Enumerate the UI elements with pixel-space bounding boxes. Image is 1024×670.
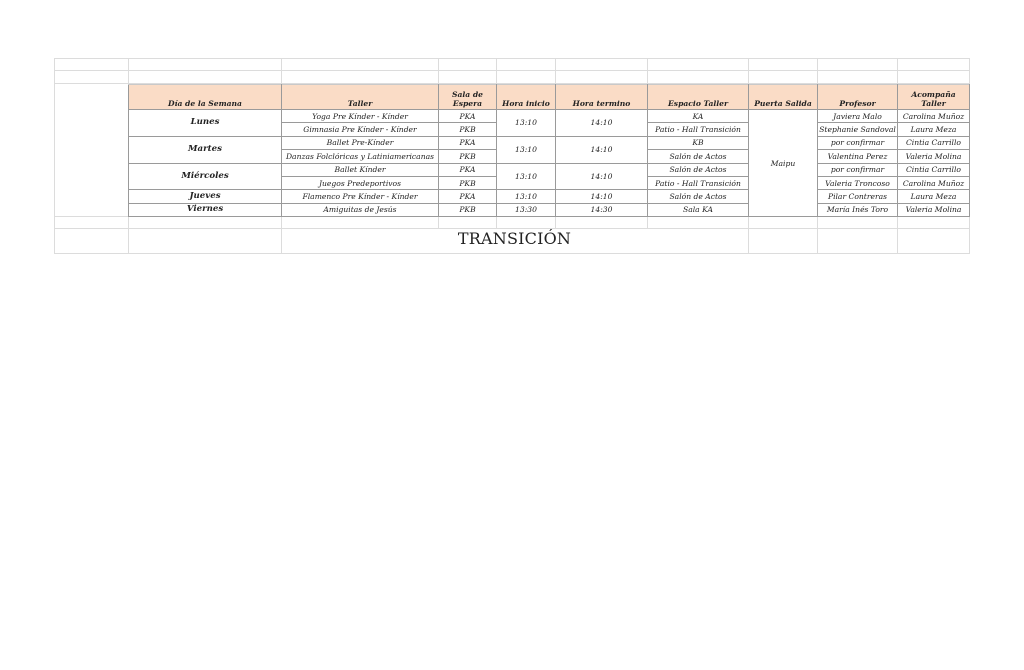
espacio-cell: Salón de Actos <box>648 163 749 176</box>
header-sala-line2: Espera <box>452 99 483 108</box>
profesor-cell: Stephanie Sandoval <box>818 123 898 136</box>
espacio-cell: Patio - Hall Transición <box>648 176 749 189</box>
sala-cell: PKA <box>439 190 497 203</box>
hora-termino-cell: 14:10 <box>556 136 648 163</box>
profesor-cell: Valeria Troncoso <box>818 176 898 189</box>
acompana-cell: Cintia Carrillo <box>898 163 970 176</box>
hora-inicio-cell: 13:10 <box>497 110 556 137</box>
taller-cell: Juegos Predeportivos <box>282 176 439 189</box>
header-sala <box>439 85 497 110</box>
acompana-cell: Laura Meza <box>898 190 970 203</box>
taller-cell: Amiguitas de Jesús <box>282 203 439 216</box>
sala-cell: PKB <box>439 123 497 136</box>
sala-cell: PKB <box>439 176 497 189</box>
schedule-body <box>129 110 970 217</box>
taller-cell: Yoga Pre Kínder - Kínder <box>282 110 439 123</box>
day-cell: Viernes <box>129 203 282 216</box>
acompana-cell: Valeria Molina <box>898 150 970 163</box>
header-acompana: Acompaña Taller <box>898 85 970 110</box>
sala-cell: PKA <box>439 110 497 123</box>
acompana-cell: Carolina Muñoz <box>898 176 970 189</box>
header-hora-inicio: Hora inicio <box>497 85 556 110</box>
sala-cell: PKB <box>439 203 497 216</box>
espacio-cell: KA <box>648 110 749 123</box>
taller-cell: Danzas Folclóricas y Latiniamericanas <box>282 150 439 163</box>
hora-termino-cell: 14:30 <box>556 203 648 216</box>
day-cell: Miércoles <box>129 163 282 190</box>
profesor-cell: Valentina Perez <box>818 150 898 163</box>
header-profesor: Profesor <box>818 85 898 110</box>
taller-cell: Ballet Kínder <box>282 163 439 176</box>
header-day: Día de la Semana <box>129 85 282 110</box>
header-row <box>129 85 970 110</box>
hora-inicio-cell: 13:30 <box>497 203 556 216</box>
espacio-cell: KB <box>648 136 749 149</box>
header-taller: Taller <box>282 85 439 110</box>
profesor-cell: María Inés Toro <box>818 203 898 216</box>
day-cell: Jueves <box>129 190 282 203</box>
header-hora-termino: Hora termino <box>556 85 648 110</box>
day-cell: Lunes <box>129 110 282 137</box>
table-row <box>129 190 970 203</box>
profesor-cell: Pilar Contreras <box>818 190 898 203</box>
hora-inicio-cell: 13:10 <box>497 163 556 190</box>
table-row <box>129 110 970 123</box>
sala-cell: PKA <box>439 136 497 149</box>
header-sala-line1: Sala de <box>452 90 483 99</box>
table-row <box>129 136 970 149</box>
espacio-cell: Patio - Hall Transición <box>648 123 749 136</box>
schedule-table <box>128 84 970 217</box>
page-title: TRANSICIÓN <box>457 229 572 248</box>
taller-cell: Flamenco Pre Kínder - Kínder <box>282 190 439 203</box>
taller-cell: Ballet Pre-Kínder <box>282 136 439 149</box>
table-row <box>129 203 970 216</box>
profesor-cell: por confirmar <box>818 163 898 176</box>
day-cell: Martes <box>129 136 282 163</box>
profesor-cell: por confirmar <box>818 136 898 149</box>
hora-termino-cell: 14:10 <box>556 110 648 137</box>
espacio-cell: Sala KA <box>648 203 749 216</box>
acompana-cell: Cintia Carrillo <box>898 136 970 149</box>
hora-inicio-cell: 13:10 <box>497 136 556 163</box>
taller-cell: Gimnasia Pre Kínder - Kínder <box>282 123 439 136</box>
header-espacio: Espacio Taller <box>648 85 749 110</box>
acompana-cell: Carolina Muñoz <box>898 110 970 123</box>
sala-cell: PKB <box>439 150 497 163</box>
header-puerta: Puerta Salida <box>749 85 818 110</box>
hora-inicio-cell: 13:10 <box>497 190 556 203</box>
hora-termino-cell: 14:10 <box>556 163 648 190</box>
table-row <box>129 163 970 176</box>
espacio-cell: Salón de Actos <box>648 150 749 163</box>
acompana-cell: Laura Meza <box>898 123 970 136</box>
profesor-cell: Javiera Malo <box>818 110 898 123</box>
sala-cell: PKA <box>439 163 497 176</box>
acompana-cell: Valeria Molina <box>898 203 970 216</box>
puerta-cell: Maipu <box>749 110 818 217</box>
espacio-cell: Salón de Actos <box>648 190 749 203</box>
hora-termino-cell: 14:10 <box>556 190 648 203</box>
